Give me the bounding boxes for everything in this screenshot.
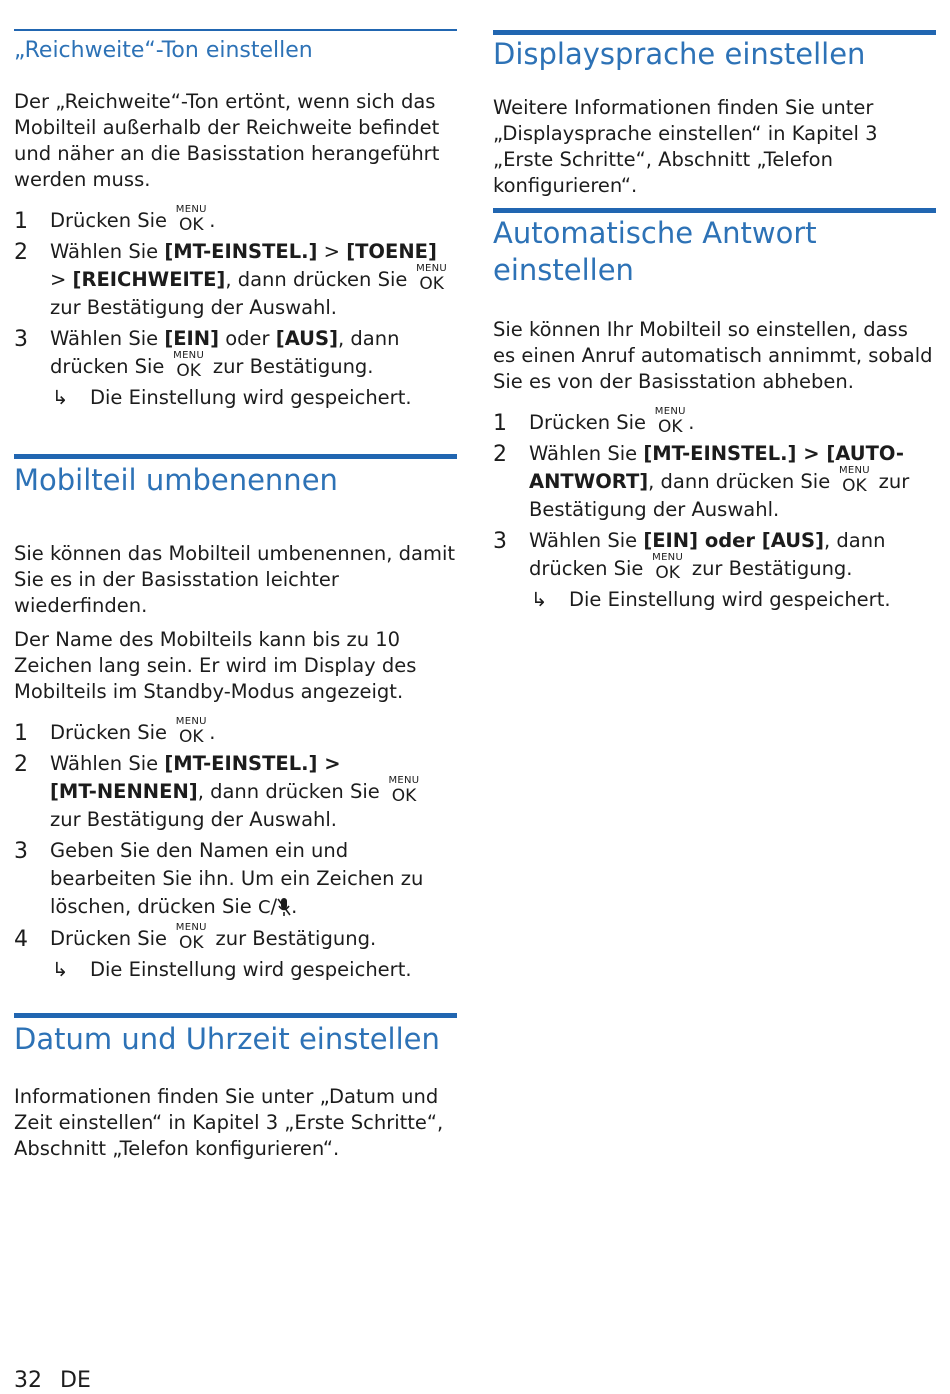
steps-list [14,204,457,381]
step-number: 3 [493,529,507,554]
section-umbenennen [14,454,457,984]
step-item: 2 Wählen Sie [MT-EINSTEL.] > [MT-NENNEN], dann drücken Sie MENU OK zur Bestätigung der Auswahl. [14,750,457,834]
result-arrow-icon: ↳ [52,386,69,409]
section-title: Datum und Uhrzeit einstellen [14,1022,440,1056]
section-datum [14,1013,457,1162]
result-note: ↳ Die Einstellung wird gespeichert. [14,384,457,412]
intro-text: Sie können das Mobilteil umbenennen, damit Sie es in der Basisstation leichter wiederfinden. [14,542,456,617]
step-number: 1 [14,721,28,746]
section-rule [493,208,936,213]
step-item: 1 Drücken Sie MENU OK . [14,716,216,747]
menu-ok-key-icon: MENU OK [654,406,686,437]
step-number: 3 [14,839,28,864]
section-rule [14,29,457,31]
page-footer [14,1368,109,1393]
menu-ok-key-icon: MENU OK [416,263,448,294]
section-title: Automatische Antwort einstellen [493,216,817,287]
menu-ok-key-icon: MENU OK [175,204,207,235]
page-number: 32 [14,1368,42,1393]
menu-ok-key-icon: MENU OK [652,552,684,583]
section-rule [14,454,457,459]
step-item: 2 Wählen Sie [MT-EINSTEL.] > [TOENE] > [REICHWEITE], dann drücken Sie MENU OK zur Bestätigung der Auswahl. [14,238,457,322]
section-auto-antwort [493,208,936,614]
section-displaysprache [493,30,936,199]
menu-ok-key-icon: MENU OK [175,922,207,953]
step-number: 2 [14,240,28,265]
language-code: DE [60,1368,91,1393]
section-title: Displaysprache einstellen [493,37,866,71]
section-rule [493,30,936,35]
step-number: 2 [493,442,507,467]
intro-text: Der „Reichweite“-Ton ertönt, wenn sich das Mobilteil außerhalb der Reichweite befindet und näher an die Basisstation herangeführt werden muss. [14,90,440,191]
result-note: ↳ Die Einstellung wird gespeichert. [493,586,936,614]
menu-ok-key-icon: MENU OK [173,350,205,381]
step-item: 1 Drücken Sie MENU OK . [493,406,695,437]
section-reichweite [14,29,457,412]
menu-ok-key-icon: MENU OK [175,716,207,747]
intro-text: Der Name des Mobilteils kann bis zu 10 Zeichen lang sein. Er wird im Display des Mobilteils im Standby-Modus angezeigt. [14,628,417,703]
menu-ok-key-icon: MENU OK [388,775,420,806]
section-rule [14,1013,457,1018]
step-item: 4 Drücken Sie MENU OK zur Bestätigung. [14,922,377,953]
step-item: 3 Wählen Sie [EIN] oder [AUS], dann drücken Sie MENU OK zur Bestätigung. [493,529,886,583]
step-item: 3 Wählen Sie [EIN] oder [AUS], dann drücken Sie MENU OK zur Bestätigung. [14,327,400,381]
step-number: 3 [14,327,28,352]
step-number: 4 [14,927,28,952]
menu-ok-key-icon: MENU OK [838,465,870,496]
section-title: „Reichweite“-Ton einstellen [14,38,313,63]
step-item: 2 Wählen Sie [MT-EINSTEL.] > [AUTO-ANTWORT], dann drücken Sie MENU OK zur Bestätigung der Auswahl. [493,442,910,521]
mute-mic-icon [277,897,291,917]
step-number: 2 [14,752,28,777]
steps-list [14,716,457,953]
step-item: 3 Geben Sie den Namen ein und bearbeiten Sie ihn. Um ein Zeichen zu löschen, drücken Sie C/ . [14,837,457,922]
body-text: Informationen finden Sie unter „Datum und Zeit einstellen“ in Kapitel 3 „Erste Schritte“, Abschnitt „Telefon konfigurieren“. [14,1085,444,1160]
section-title: Mobilteil umbenennen [14,463,338,497]
clear-key-icon: C [257,897,271,918]
intro-text: Sie können Ihr Mobilteil so einstellen, dass es einen Anruf automatisch annimmt, sobald Sie es von der Basisstation abheben. [493,318,933,393]
result-arrow-icon: ↳ [531,588,548,611]
result-arrow-icon: ↳ [52,958,69,981]
step-number: 1 [14,209,28,234]
result-note: ↳ Die Einstellung wird gespeichert. [14,956,457,984]
step-item: 1 Drücken Sie MENU OK . [14,204,216,235]
body-text: Weitere Informationen finden Sie unter „Displaysprache einstellen“ in Kapitel 3 „Erste Schritte“, Abschnitt „Telefon konfigurieren“. [493,96,878,197]
step-text: Drücken Sie [50,209,168,232]
steps-list [493,406,936,583]
step-number: 1 [493,411,507,436]
